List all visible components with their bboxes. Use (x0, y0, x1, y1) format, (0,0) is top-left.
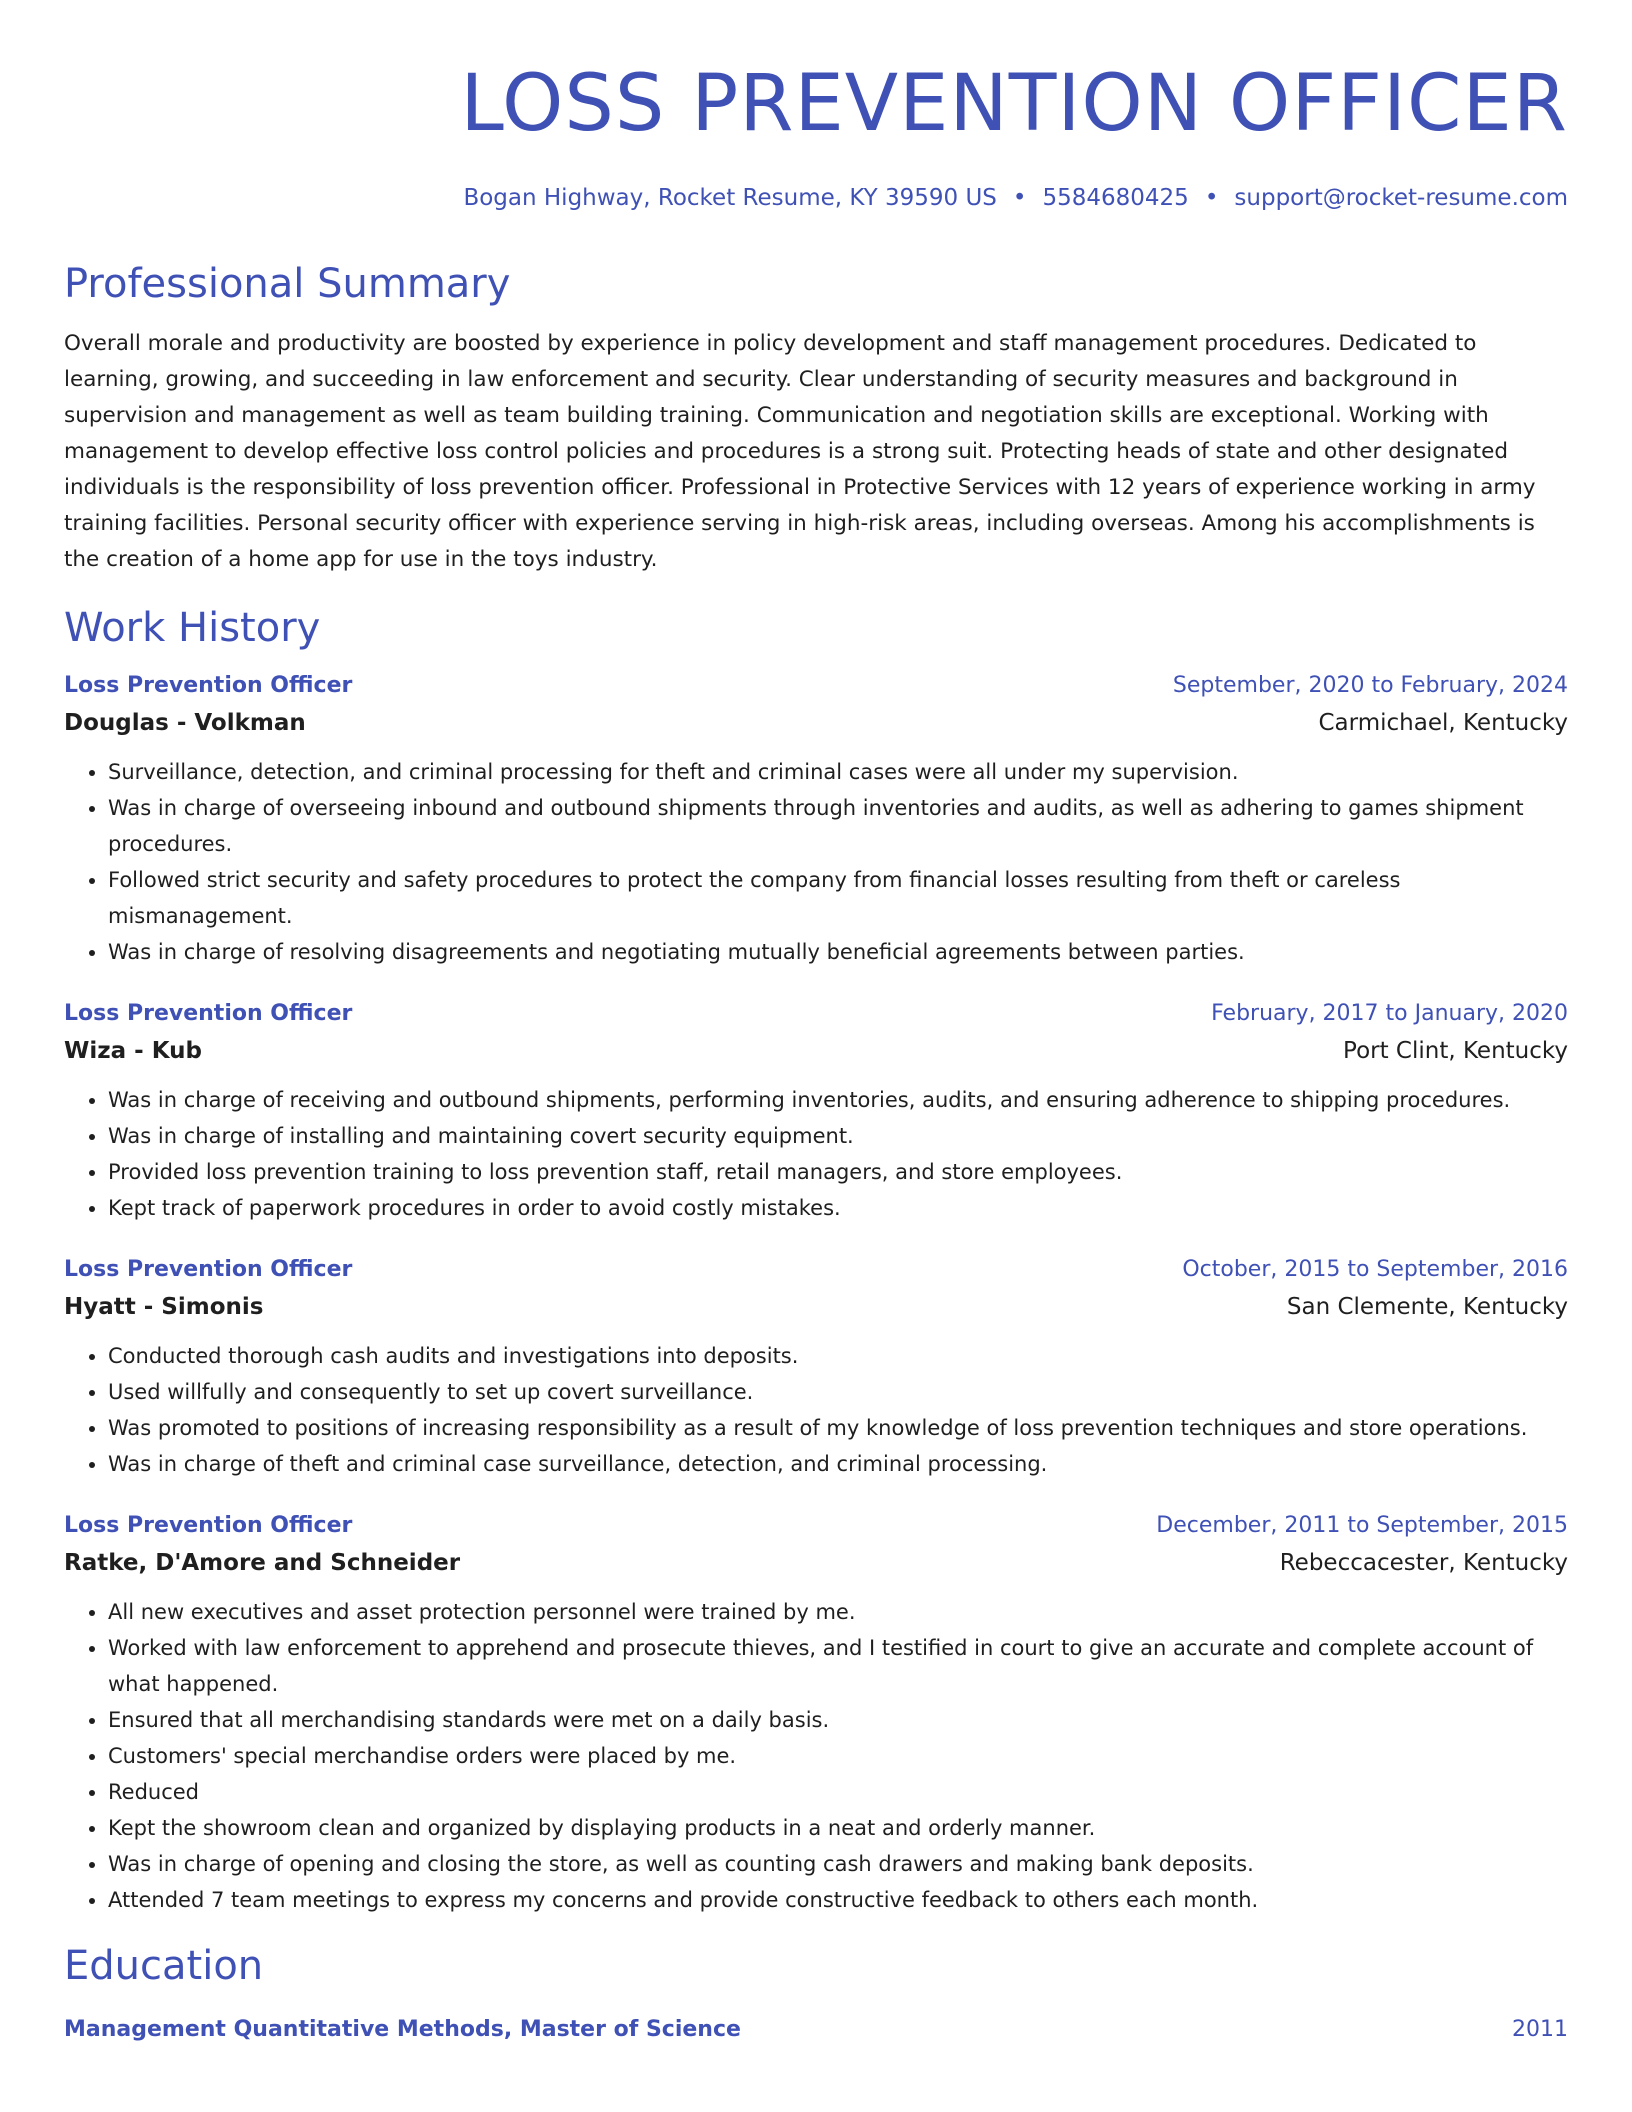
job-company: Hyatt - Simonis (64, 1294, 264, 1320)
job-location: Rebeccacester, Kentucky (1279, 1550, 1568, 1576)
summary-section-title: Professional Summary (64, 261, 511, 307)
job-company-row (64, 1032, 1568, 1070)
job-bullet: • Attended 7 team meetings to express my concerns and provide constructive feedback to others each month. (108, 1882, 1568, 1918)
job-bullet: • Provided loss prevention training to loss prevention staff, retail managers, and store employees. (108, 1154, 1568, 1190)
contact-separator: • (1204, 185, 1219, 211)
email-link[interactable]: support@rocket-resume.com (1234, 185, 1568, 211)
phone-text: 5584680425 (1042, 185, 1189, 211)
job-bullet: • Kept the showroom clean and organized by displaying products in a neat and orderly manner. (108, 1810, 1568, 1846)
work-history-section-title: Work History (64, 605, 321, 651)
job-title: Loss Prevention Officer (64, 1001, 353, 1026)
job-bullet-list (64, 1082, 1568, 1226)
resume-name-heading: LOSS PREVENTION OFFICER (460, 59, 1568, 149)
job-bullet: • Was in charge of overseeing inbound and outbound shipments through inventories and audits, as well as adhering to games shipment procedures. (108, 790, 1568, 862)
address-text: Bogan Highway, Rocket Resume, KY 39590 US (463, 185, 997, 211)
job-title: Loss Prevention Officer (64, 673, 353, 698)
job-header-row (64, 1252, 1568, 1288)
job-company: Ratke, D'Amore and Schneider (64, 1550, 461, 1576)
job-entry (64, 1508, 1568, 1918)
job-company-row (64, 1288, 1568, 1326)
job-bullet: • Ensured that all merchandising standards were met on a daily basis. (108, 1702, 1568, 1738)
education-degree: Management Quantitative Methods, Master of Science (64, 2017, 741, 2042)
job-bullet: • Was promoted to positions of increasing responsibility as a result of my knowledge of loss prevention techniques and store operations. (108, 1410, 1568, 1446)
job-bullet: • Was in charge of resolving disagreements and negotiating mutually beneficial agreements between parties. (108, 934, 1568, 970)
job-dates: December, 2011 to September, 2015 (1156, 1513, 1568, 1538)
job-bullet: • Followed strict security and safety procedures to protect the company from financial losses resulting from theft or careless mismanagement. (108, 862, 1568, 934)
job-company: Wiza - Kub (64, 1038, 202, 1064)
contact-separator: • (1012, 185, 1027, 211)
job-title: Loss Prevention Officer (64, 1513, 353, 1538)
job-company-row (64, 1544, 1568, 1582)
job-bullet: • Customers' special merchandise orders were placed by me. (108, 1738, 1568, 1774)
job-location: Carmichael, Kentucky (1318, 710, 1568, 736)
job-location: Port Clint, Kentucky (1343, 1038, 1568, 1064)
job-bullet: • Conducted thorough cash audits and investigations into deposits. (108, 1338, 1568, 1374)
job-header-row (64, 668, 1568, 704)
job-bullet-list (64, 1338, 1568, 1482)
job-bullet: • All new executives and asset protection personnel were trained by me. (108, 1594, 1568, 1630)
job-bullet: • Was in charge of theft and criminal case surveillance, detection, and criminal processing. (108, 1446, 1568, 1482)
job-bullet: • Worked with law enforcement to apprehend and prosecute thieves, and I testified in court to give an accurate and complete account of what happened. (108, 1630, 1568, 1702)
job-bullet: • Was in charge of receiving and outbound shipments, performing inventories, audits, and ensuring adherence to shipping procedures. (108, 1082, 1568, 1118)
job-bullet: • Used willfully and consequently to set up covert surveillance. (108, 1374, 1568, 1410)
job-entry (64, 1252, 1568, 1482)
job-bullet: • Was in charge of opening and closing the store, as well as counting cash drawers and making bank deposits. (108, 1846, 1568, 1882)
job-bullet: • Was in charge of installing and maintaining covert security equipment. (108, 1118, 1568, 1154)
job-location: San Clemente, Kentucky (1286, 1294, 1568, 1320)
job-bullet-list (64, 1594, 1568, 1918)
job-company: Douglas - Volkman (64, 710, 306, 736)
education-section-title: Education (64, 1943, 264, 1989)
job-title: Loss Prevention Officer (64, 1257, 353, 1282)
summary-text: Overall morale and productivity are boosted by experience in policy development and staff management procedures. Dedicated to learning, growing, and succeeding in law enforcement and security. Clear understanding of security measures and background in supervision and management as well as team building training. Communication and negotiation skills are exceptional. Working with management to develop effective loss control policies and procedures is a strong suit. Protecting heads of state and other designated individuals is the responsibility of loss prevention officer. Professional in Protective Services with 12 years of experience working in army training facilities. Personal security officer with experience serving in high-risk areas, including overseas. Among his accomplishments is the creation of a home app for use in the toys industry. (64, 331, 1536, 572)
education-entry-row (64, 2012, 1568, 2048)
job-bullet: • Kept track of paperwork procedures in order to avoid costly mistakes. (108, 1190, 1568, 1226)
job-dates: February, 2017 to January, 2020 (1211, 1001, 1568, 1026)
job-entry (64, 668, 1568, 970)
job-bullet-list (64, 754, 1568, 970)
education-year: 2011 (1512, 2017, 1568, 2042)
job-company-row (64, 704, 1568, 742)
contact-line (64, 182, 1568, 214)
job-bullet: • Surveillance, detection, and criminal processing for theft and criminal cases were all under my supervision. (108, 754, 1568, 790)
job-header-row (64, 1508, 1568, 1544)
job-dates: October, 2015 to September, 2016 (1182, 1257, 1568, 1282)
job-header-row (64, 996, 1568, 1032)
job-dates: September, 2020 to February, 2024 (1172, 673, 1568, 698)
job-bullet: • Reduced (108, 1774, 1568, 1810)
job-entry (64, 996, 1568, 1226)
